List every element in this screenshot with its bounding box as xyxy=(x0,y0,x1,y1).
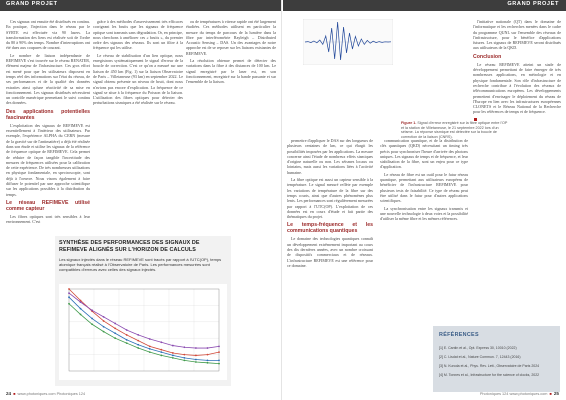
right-page xyxy=(283,0,566,400)
series-point xyxy=(68,296,70,298)
series-point xyxy=(126,329,128,331)
series-point xyxy=(91,323,93,325)
paragraph: permettre d'appliquer le DAS sur des longueurs de plusieurs centaines de km, ce qui élargit les possibilités imposées par les applications. La mesure concerne ainsi l'étude de nombreux effets sismiques d'origine naturelle ou non. Les séismes locaux ou lointains, mais aussi les variations liées à l'activité humaine. xyxy=(287,138,373,175)
series-point xyxy=(218,351,220,353)
paragraph: Le nombre de liaison indépendante de REFIMEVE s'est trouvée sur le réseau RENATER, élément majeur de l'infrastructure. Ces gros effort est mené pour que les utilisateurs disposent en temps réel des informations sur l'état du réseau, de ses performances et de la qualité des données extraites ainsi qu'une réactivité de sa mise en fonctionnement. Les signaux distribués nécessitent un contrôle numérique permettant le suivi continu des données. xyxy=(6,52,90,106)
series-point xyxy=(218,363,220,365)
series-point xyxy=(172,352,174,354)
section-heading: Des applications potentielles fascinantes xyxy=(6,108,90,121)
reference-item: [2] C. Lisdat et al., Nature Commun. 7, 12443 (2016) xyxy=(439,355,521,359)
series-point xyxy=(137,340,139,342)
series-point xyxy=(126,342,128,344)
series-point xyxy=(114,327,116,329)
series-point xyxy=(114,332,116,334)
footer-separator: ■ xyxy=(549,392,552,396)
box-title: SYNTHÈSE DES PERFORMANCES DES SIGNAUX DE REFIMEVE ALIGNÉS SUR L'HORIZON DE CALCULS xyxy=(59,240,200,253)
column-2 xyxy=(93,19,183,231)
performance-chart xyxy=(59,284,227,380)
paragraph: Le domaine des technologies quantiques connaît un développement extrêmement important au cours des dix dernières années, avec un nombre croissant de dispositifs commerciaux et de réseaux. L'infrastructure REFIMEVE est une référence pour ce domaine. xyxy=(287,236,373,268)
series-point xyxy=(218,359,220,361)
paragraph: l'initiative nationale (QT) dans le domaine de l'informatique et les recherches menées dans le cadre du programme QUNL sur l'ensemble des réseaux de l'infrastructure, pour le bénéfice d'applications futures. Les signaux de REFIMEVE seront distribués aux utilisateurs de la QKD. xyxy=(473,19,561,51)
column-1 xyxy=(287,138,373,388)
column-3 xyxy=(473,19,561,321)
references-box xyxy=(433,326,560,392)
section-heading: Le temps-fréquence et les communications quantiques xyxy=(287,222,373,235)
reference-item: [4] M. Tonnes et al., Infrastructure for the science of clocks, 2022 xyxy=(439,373,540,377)
series-point xyxy=(149,338,151,340)
series-point xyxy=(160,341,162,343)
series-point xyxy=(149,346,151,348)
series-point xyxy=(183,354,185,356)
series-point xyxy=(126,334,128,336)
series-point xyxy=(103,320,105,322)
paragraph: La fibre optique est aussi un capteur sensible à la température. Le signal mesuré reflète par exemple les variations de température de la fibre sur des temps courts, ainsi que d'autres phénomènes plus lents. Les performances sont régulièrement mesurées par rapport à l'UTC(OP). L'exploitation de ces données est en cours d'étude et fait partie des thématiques du projet. xyxy=(287,177,373,220)
series-point xyxy=(91,318,93,320)
series-point xyxy=(183,346,185,348)
paragraph: grâce à des méthodes d'asservissement très efficaces corrigeant les bruits que les signaux de fréquence optique sont transmis sans dégradation. Or, en principe, nous cherchons à améliorer ces « bruits », du premier ordre des signaux des réseaux. Ils sont un filtre à la fréquence qui les utilise. xyxy=(93,19,183,51)
series-point xyxy=(80,301,82,303)
paragraph: Le réseau de stabilisation d'un lien optique, nous enregistrons systématiquement le signal d'erreur de la boucle de correction. C'est ce qu'on a mesuré sur une liaison de 450 km (Fig. 1) sur la liaison Observatoire de Paris – Villetaneuse (93 km) en septembre 2022. Le signal obtenu présente un niveau de bruit, dont nous n'avions pas encore d'explication. La fréquence de ce signal se situe à la fréquence du Poisson de la liaison. L'utilisation des fibres optiques pour détecter des perturbations sismiques a été réalisée sur le réseau. xyxy=(93,52,183,106)
series-point xyxy=(160,349,162,351)
page-footer xyxy=(6,391,85,396)
series-point xyxy=(80,314,82,316)
series-point xyxy=(137,347,139,349)
series-point xyxy=(103,316,105,318)
left-page xyxy=(0,0,282,400)
performance-box xyxy=(55,236,231,386)
seismic-figure xyxy=(303,19,393,65)
series-point xyxy=(149,348,151,350)
series-point xyxy=(195,359,197,361)
paragraph: Ces signaux ont ensuite été distribués en continu. En pratique, l'injection dans le réseau par le SYRTE est effectuée via 90 lasers. La transformation des liens est réalisée soit de l'ordre du 80 à 90% des temps. Nombre d'interruptions ont été dues aux coupures de courant. xyxy=(6,19,90,51)
series-point xyxy=(68,303,70,305)
series-point xyxy=(183,359,185,361)
series-point xyxy=(207,354,209,356)
series-point xyxy=(160,355,162,357)
series-point xyxy=(114,323,116,325)
series-point xyxy=(172,355,174,357)
series-point xyxy=(195,361,197,363)
paragraph: Le réseau REFIMEVE atteint un stade de développement permettant de faire émerger de très nombreuses applications, en métrologie et en physique fondamentale. Son rôle d'infrastructure de recherche contribue à l'évolution des réseaux de télécommunications européens. Les développements permettent d'envisager le déploiement du réseau de l'Europe en lien avec les infrastructures européennes CLONETS et le Réseau National de la Recherche pour les références de temps et de fréquence. xyxy=(473,61,561,115)
footer-separator: ■ xyxy=(13,392,16,396)
series-point xyxy=(172,357,174,359)
footer-site[interactable]: www.photoniques.com xyxy=(509,392,548,396)
column-3 xyxy=(186,19,276,231)
series-point xyxy=(114,337,116,339)
series-point xyxy=(103,331,105,333)
series-point xyxy=(103,326,105,328)
footer-issue: Photoniques 124 xyxy=(56,392,86,396)
paragraph: ou de températures à vitesse rapide ont été largement étudiées. Ces méthodes utilisent en particulier la mesure du temps de parcours de la lumière dans la fibre par interférométrie Rayleigh – Distributed Acoustic Sensing – DAS. Un des avantages de notre approche est de se reposer sur les liaisons existantes de REFIMEVE. xyxy=(186,19,276,56)
chart-background xyxy=(59,284,227,380)
paragraph: L'exploitation des signaux de REFIMEVE est essentiellement à l'intérieur des utilisateurs. Par exemple, l'expérience ALPHA du CERN (mesure de la gravité sur de l'antimatière) a déjà été réalisée dans son étude et utilise les signaux de la référence de fréquence optique de REFIMEVE. Cela permet de réduire de façon tangible l'incertitude des mesures de fréquences utilisées pour la calibration de cette expérience. De très nombreuses utilisations en physique fondamentale, en spectroscopie, sont déjà à l'oeuvre. Nous visons également à faire diffuser le potentiel par une approche scientifique sur les applications possibles à la distribution du temps. xyxy=(6,122,90,197)
footer-site[interactable]: www.photoniques.com xyxy=(17,392,56,396)
section-band xyxy=(283,0,566,11)
reference-item: [3] N. Kuroda et al., Phys. Rev. Lett., Observatoire de Paris 2024 xyxy=(439,364,540,368)
figure-caption-text: Signal d'erreur enregistré sur la fibre optique entre l'OP et la station de Villetaneuse, le 21 septembre 2022 lors d'un séisme. La réponse sismique est détectée sur la boucle de correction de la liaison (CNRS). xyxy=(401,121,508,140)
series-point xyxy=(207,347,209,349)
paragraph: Les fibres optiques sont très sensibles à leur environnement. C'est xyxy=(6,213,90,225)
footer-issue: Photoniques 124 xyxy=(479,392,509,396)
reference-item: [1] E. Cantin et al., Opt. Express 30, 10010 (2022) xyxy=(439,346,517,350)
series-point xyxy=(80,308,82,310)
series-point xyxy=(137,344,139,346)
page-footer xyxy=(480,391,559,396)
paragraph: La résolution obtenue permet de détecter des variations dans la fibre à des distances de 100 km. Le signal enregistré par le laser est, en son fonctionnement, enregistré sur la bande passante et sur l'ensemble de la liaison. xyxy=(186,58,276,85)
series-point xyxy=(126,339,128,341)
series-point xyxy=(80,300,82,302)
paragraph: La synchronisation entre les signaux transmis et une nouvelle technologie à deux voies et la possibilité d'utiliser la même fibre et les mêmes références. xyxy=(380,205,468,222)
paragraph: Le réseau de fibre est un outil pour le futur réseau quantique, permettant aux utilisateurs européens de bénéficier de l'infrastructure REFIMEVE pour plusieurs tests de faisabilité. Ce type de réseau peut être utilisé dans le futur pour d'autres applications scientifiques. xyxy=(380,171,468,204)
series-point xyxy=(172,345,174,347)
series-point xyxy=(91,309,93,311)
section-label: GRAND PROJET xyxy=(6,1,58,7)
section-label: GRAND PROJET xyxy=(507,1,559,7)
figure-caption-title: Figure 1. xyxy=(401,121,417,125)
box-caption: Les signaux injectés dans le réseau REFIMEVE sont tracés par rapport à l'UTC(OP), temps atomique français réalisé à l'Observatoire de Paris. Les performances mesurées sont compatibles d'erreurs avec celles des signaux injectés. xyxy=(59,257,222,272)
end-mark xyxy=(474,118,477,121)
section-band xyxy=(0,0,281,11)
page-number: 25 xyxy=(553,391,559,396)
series-point xyxy=(160,351,162,353)
references-title: RÉFÉRENCES xyxy=(439,332,479,338)
section-heading: Conclusion xyxy=(473,53,502,60)
series-point xyxy=(207,362,209,364)
series-point xyxy=(68,292,70,294)
series-point xyxy=(68,288,70,290)
page-number: 24 xyxy=(6,391,12,396)
series-point xyxy=(183,357,185,359)
section-heading: Le réseau REFIMEVE utilisé comme capteur xyxy=(6,199,90,212)
series-point xyxy=(218,346,220,348)
series-point xyxy=(195,355,197,357)
column-2 xyxy=(380,138,468,322)
series-point xyxy=(195,347,197,349)
series-point xyxy=(149,351,151,353)
series-point xyxy=(207,359,209,361)
series-point xyxy=(137,334,139,336)
paragraph: communication quantique, et de la distribution de clés quantiques (QKD) nécessitant un timing très précis pour synchroniser l'heure d'arrivée des photons uniques. Les signaux de temps et de fréquence, et leur stabilisation de la fibre, sont un enjeu pour ce type d'application. xyxy=(380,138,468,170)
